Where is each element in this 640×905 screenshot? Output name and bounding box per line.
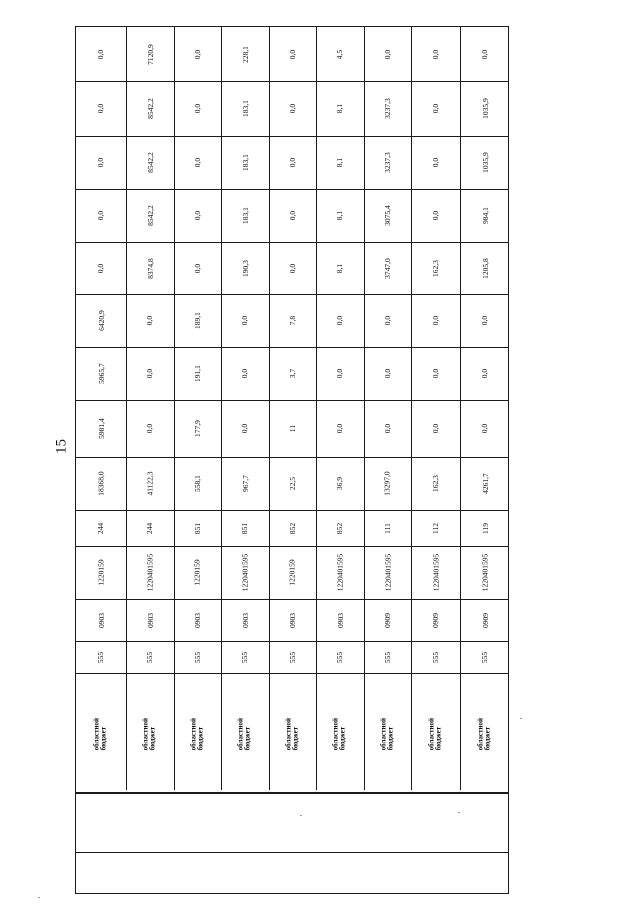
value-text: 4261,7 [480,473,490,494]
scan-speck [300,815,302,816]
code3-cell [316,546,364,599]
code3-text: 1220159 [193,559,202,586]
code1-cell [269,641,316,673]
value-cell [174,81,221,136]
code4-cell [460,510,510,546]
code1-text: 555 [431,651,440,663]
code1-text: 555 [145,651,155,663]
value-cell [221,189,269,242]
code2-text: 0903 [288,612,297,628]
code1-text: 555 [193,651,202,663]
code3-text: 1220401595 [145,553,155,592]
code3-cell [411,546,460,599]
value-text: 8374,8 [145,257,155,279]
value-cell [316,27,364,81]
code4-cell [221,510,269,546]
code1-text: 555 [383,651,392,663]
value-text: 191,1 [193,365,202,382]
budget-source-cell [269,673,316,792]
value-cell [126,27,174,81]
value-cell [460,27,510,81]
value-text: 189,1 [193,312,202,329]
value-cell [76,27,126,81]
value-cell [269,27,316,81]
code1-text: 555 [335,651,345,663]
code1-text: 555 [480,651,490,663]
value-cell [174,400,221,457]
code1-cell [364,641,411,673]
value-cell [221,347,269,400]
scan-speck [458,812,460,813]
value-text: 4,5 [335,49,345,59]
value-cell [364,242,411,294]
code3-cell [269,546,316,599]
budget-source-text: областной бюджет [476,718,492,751]
value-text: 0,0 [96,157,106,168]
code4-text: 851 [240,522,250,534]
value-text: 0,0 [193,49,202,59]
value-text: 8542,2 [145,98,155,119]
code1-text: 555 [288,651,297,663]
value-cell [221,457,269,510]
code2-cell [76,599,126,641]
value-text: 162,3 [431,475,440,492]
value-text: 0,0 [480,368,490,379]
value-cell [269,136,316,189]
value-cell [126,347,174,400]
value-cell [460,457,510,510]
budget-source-text: областной бюджет [331,718,347,751]
value-text: 0,0 [240,315,250,326]
code4-text: 851 [193,522,202,534]
value-text: 0,0 [431,210,440,221]
value-text: 5981,4 [96,418,106,439]
value-cell [269,400,316,457]
code2-text: 0903 [193,612,202,628]
page-number: 15 [53,439,70,454]
value-cell [316,347,364,400]
value-cell [269,457,316,510]
value-cell [460,347,510,400]
value-text: 0,0 [431,423,440,434]
value-text: 11 [287,424,297,433]
code4-cell [411,510,460,546]
value-text: 984,1 [480,207,490,224]
value-cell [221,136,269,189]
value-cell [126,189,174,242]
value-cell [411,81,460,136]
value-cell [316,189,364,242]
value-text: 0,0 [383,315,392,326]
value-cell [174,242,221,294]
value-text: 8542,2 [145,205,155,226]
value-text: 36,9 [335,476,345,491]
value-text: 8,1 [335,103,345,114]
budget-source-cell [411,673,460,792]
code2-text: 0909 [383,612,392,628]
code4-text: 112 [430,522,440,534]
value-cell [460,400,510,457]
value-text: 1035,9 [480,152,490,173]
value-text: 0,0 [96,210,106,221]
value-text: 0,0 [145,368,155,379]
value-cell [269,294,316,347]
value-text: 3237,3 [383,98,392,119]
code4-text: 111 [382,522,392,534]
value-text: 0,0 [193,263,202,273]
code1-cell [221,641,269,673]
value-cell [126,81,174,136]
code2-cell [174,599,221,641]
rotated-budget-table [75,26,509,894]
code3-cell [126,546,174,599]
value-text: 0,0 [288,263,297,273]
value-text: 3,7 [288,368,297,379]
scan-speck [38,897,40,898]
value-cell [76,242,126,294]
code1-cell [460,641,510,673]
grid-line [76,793,508,794]
value-cell [460,81,510,136]
value-text: 1035,9 [480,98,490,119]
value-text: 162,3 [431,259,440,277]
value-cell [76,81,126,136]
code3-cell [174,546,221,599]
code4-cell [76,510,126,546]
value-cell [460,189,510,242]
code1-cell [411,641,460,673]
code4-cell [269,510,316,546]
value-cell [364,457,411,510]
value-cell [174,27,221,81]
value-text: 0,0 [431,157,440,168]
value-cell [460,294,510,347]
code3-cell [460,546,510,599]
budget-source-text: областной бюджет [379,718,395,751]
value-cell [126,242,174,294]
value-text: 0,0 [431,49,440,59]
code3-cell [364,546,411,599]
value-text: 177,9 [193,420,202,437]
value-cell [174,136,221,189]
code2-text: 0909 [480,612,490,628]
code2-cell [411,599,460,641]
value-cell [221,242,269,294]
value-cell [364,400,411,457]
code4-text: 119 [480,522,490,534]
value-cell [316,81,364,136]
code2-text: 0903 [240,612,250,628]
value-cell [269,347,316,400]
value-cell [411,457,460,510]
value-cell [316,294,364,347]
value-cell [269,189,316,242]
value-text: 183,1 [240,154,250,171]
value-cell [364,347,411,400]
code4-cell [126,510,174,546]
value-cell [411,136,460,189]
value-cell [460,136,510,189]
budget-source-text: областной бюджет [189,718,205,751]
code3-text: 1220159 [288,559,297,586]
value-text: 0,0 [240,423,250,434]
value-text: 18368,0 [96,471,106,496]
value-text: 0,0 [193,210,202,221]
value-cell [364,189,411,242]
code4-text: 852 [288,522,297,534]
value-cell [364,27,411,81]
value-cell [126,136,174,189]
value-cell [316,457,364,510]
value-cell [364,294,411,347]
value-cell [364,136,411,189]
value-cell [174,347,221,400]
budget-source-text: областной бюджет [92,718,108,751]
value-cell [221,27,269,81]
value-cell [411,242,460,294]
code2-text: 0903 [335,612,345,628]
value-text: 0,0 [431,103,440,114]
budget-source-text: областной бюджет [427,718,443,751]
code3-text: 1220401595 [383,553,392,592]
code1-cell [126,641,174,673]
value-text: 8,1 [335,210,345,221]
code2-cell [269,599,316,641]
value-cell [316,136,364,189]
value-cell [316,242,364,294]
budget-source-cell [221,673,269,792]
code4-text: 244 [145,522,155,534]
value-cell [411,347,460,400]
value-cell [411,27,460,81]
value-cell [76,400,126,457]
value-text: 3237,3 [383,152,392,173]
value-text: 558,1 [193,475,202,492]
value-text: 0,0 [96,263,106,273]
code2-cell [126,599,174,641]
grid-line [76,852,508,853]
value-text: 0,0 [335,423,345,434]
budget-source-text: областной бюджет [236,718,252,751]
value-text: 0,0 [480,49,490,59]
value-text: 0,0 [240,368,250,379]
code2-text: 0903 [96,612,106,628]
value-cell [221,81,269,136]
value-cell [174,457,221,510]
code3-text: 1220401595 [431,553,440,592]
code2-cell [364,599,411,641]
value-cell [221,400,269,457]
value-text: 41122,3 [145,471,155,496]
value-cell [411,294,460,347]
value-cell [76,347,126,400]
value-text: 183,1 [240,100,250,117]
value-text: 183,1 [240,207,250,224]
code1-cell [174,641,221,673]
code2-cell [316,599,364,641]
code3-text: 1220401595 [480,553,490,592]
code1-cell [316,641,364,673]
value-text: 0,0 [335,368,345,379]
value-cell [126,400,174,457]
value-text: 8542,2 [145,152,155,173]
value-text: 7,8 [288,315,297,326]
code2-text: 0903 [145,612,155,628]
budget-source-cell [364,673,411,792]
value-text: 0,0 [193,157,202,168]
code2-text: 0909 [431,612,440,628]
code1-text: 555 [240,651,250,663]
budget-source-text: областной бюджет [141,718,157,751]
value-cell [76,189,126,242]
value-cell [411,400,460,457]
scan-speck [520,718,522,719]
value-cell [174,189,221,242]
value-cell [269,242,316,294]
budget-source-cell [174,673,221,792]
value-cell [76,294,126,347]
value-text: 3075,4 [383,205,392,226]
code1-text: 555 [96,651,106,663]
value-cell [269,81,316,136]
value-text: 22,5 [288,476,297,491]
value-text: 0,0 [288,103,297,114]
code3-text: 1220159 [96,559,106,586]
budget-source-cell [126,673,174,792]
value-text: 0,0 [145,423,155,434]
value-text: 0,0 [431,368,440,379]
value-text: 0,0 [480,315,490,326]
code4-text: 852 [335,522,345,534]
value-cell [76,457,126,510]
budget-source-text: областной бюджет [284,718,300,751]
budget-source-cell [460,673,510,792]
value-text: 0,0 [193,103,202,114]
value-text: 0,0 [480,423,490,434]
code3-cell [76,546,126,599]
value-text: 0,0 [335,315,345,326]
value-text: 0,0 [145,315,155,326]
value-text: 0,0 [96,49,106,59]
code4-cell [174,510,221,546]
code3-text: 1220401595 [240,553,250,592]
budget-source-cell [76,673,126,792]
value-cell [174,294,221,347]
value-text: 8,1 [335,263,345,273]
code4-text: 244 [96,522,106,534]
value-cell [364,81,411,136]
value-text: 5965,7 [96,363,106,384]
value-text: 0,0 [288,49,297,59]
code1-cell [76,641,126,673]
value-text: 0,0 [383,49,392,59]
value-text: 0,0 [383,423,392,434]
value-text: 0,0 [431,315,440,326]
value-cell [411,189,460,242]
value-cell [316,400,364,457]
code3-text: 1220401595 [335,553,345,592]
value-cell [126,457,174,510]
value-text: 967,7 [240,475,250,492]
value-text: 3747,0 [383,257,392,279]
code4-cell [316,510,364,546]
code2-cell [221,599,269,641]
value-cell [76,136,126,189]
value-text: 1205,8 [480,257,490,279]
code4-cell [364,510,411,546]
value-cell [221,294,269,347]
value-text: 6420,9 [96,310,106,331]
value-text: 13297,0 [383,471,392,496]
value-text: 0,0 [288,210,297,221]
value-text: 7120,9 [145,43,155,65]
value-text: 190,3 [240,259,250,277]
value-text: 8,1 [335,157,345,168]
code2-cell [460,599,510,641]
value-cell [126,294,174,347]
budget-source-cell [316,673,364,792]
value-cell [460,242,510,294]
value-text: 0,0 [288,157,297,168]
code3-cell [221,546,269,599]
value-text: 228,1 [240,45,250,63]
value-text: 0,0 [383,368,392,379]
value-text: 0,0 [96,103,106,114]
